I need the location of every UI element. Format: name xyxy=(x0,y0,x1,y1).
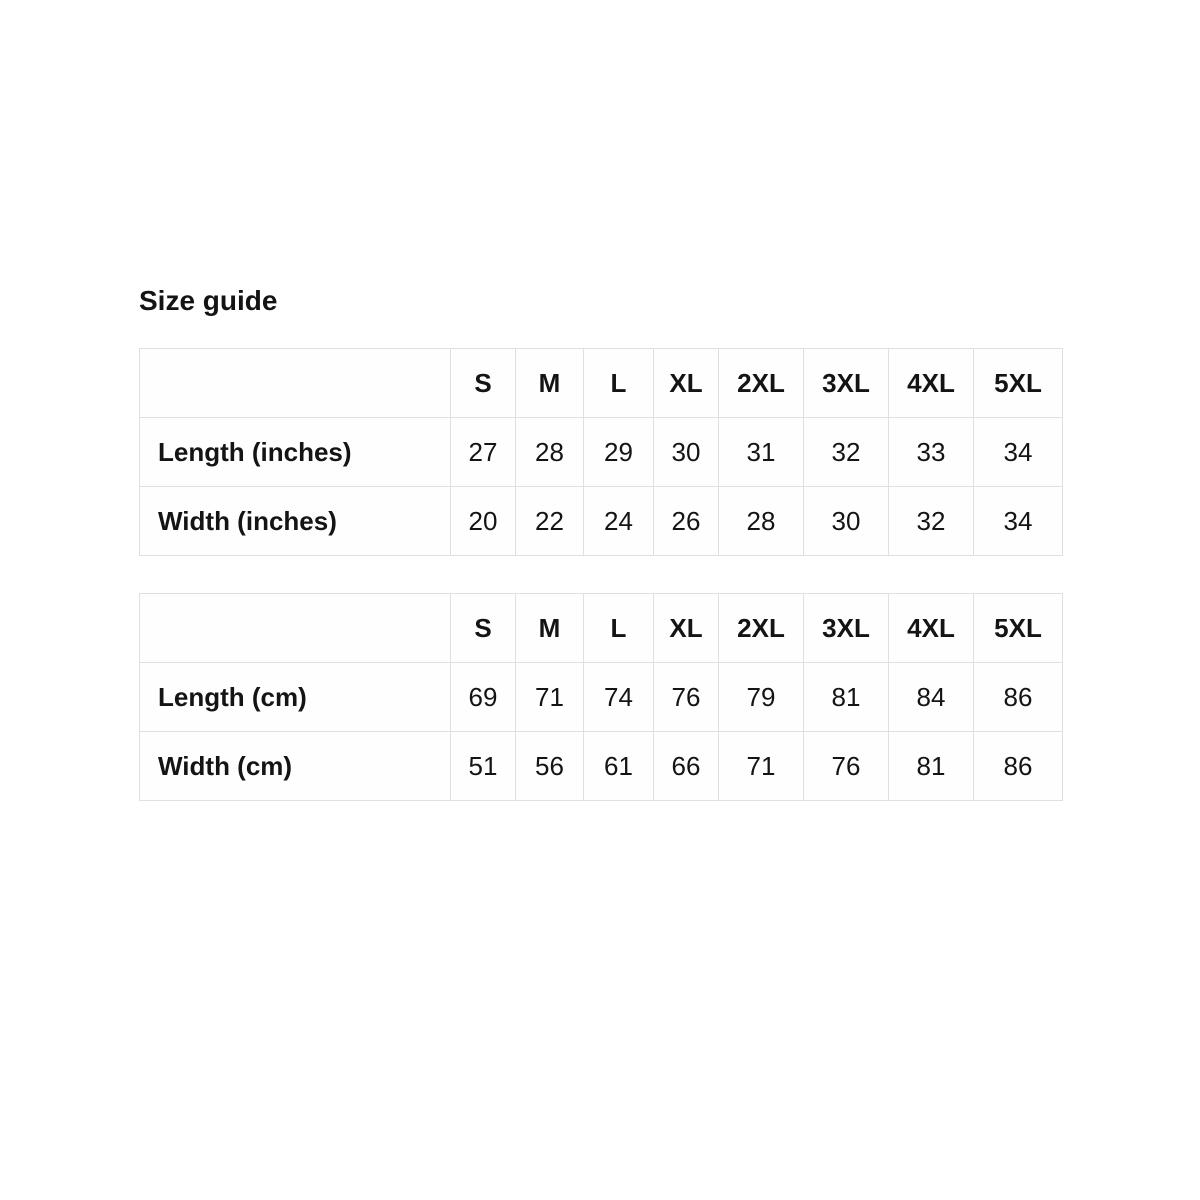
col-header-3xl: 3XL xyxy=(804,594,889,663)
cell-width-inches-l: 24 xyxy=(584,487,654,556)
row-label-length-inches: Length (inches) xyxy=(140,418,451,487)
row-label-length-cm: Length (cm) xyxy=(140,663,451,732)
cell-width-cm-3xl: 76 xyxy=(804,732,889,801)
col-header-2xl: 2XL xyxy=(719,349,804,418)
col-header-xl: XL xyxy=(654,594,719,663)
col-header-m: M xyxy=(516,349,584,418)
cell-width-cm-4xl: 81 xyxy=(889,732,974,801)
header-row-cm xyxy=(140,594,1063,663)
cell-length-inches-5xl: 34 xyxy=(974,418,1063,487)
col-header-3xl: 3XL xyxy=(804,349,889,418)
cell-length-inches-xl: 30 xyxy=(654,418,719,487)
cell-width-inches-m: 22 xyxy=(516,487,584,556)
col-header-l: L xyxy=(584,349,654,418)
col-header-l: L xyxy=(584,594,654,663)
row-width-cm xyxy=(140,732,1063,801)
size-table-inches xyxy=(139,348,1063,556)
col-header-s: S xyxy=(451,594,516,663)
col-header-5xl: 5XL xyxy=(974,594,1063,663)
cell-length-inches-2xl: 31 xyxy=(719,418,804,487)
corner-cell xyxy=(140,594,451,663)
cell-length-cm-xl: 76 xyxy=(654,663,719,732)
cell-width-inches-xl: 26 xyxy=(654,487,719,556)
row-width-inches xyxy=(140,487,1063,556)
row-length-cm xyxy=(140,663,1063,732)
cell-width-inches-3xl: 30 xyxy=(804,487,889,556)
page-title: Size guide xyxy=(139,285,278,316)
cell-width-cm-s: 51 xyxy=(451,732,516,801)
cell-length-cm-m: 71 xyxy=(516,663,584,732)
cell-length-cm-l: 74 xyxy=(584,663,654,732)
row-length-inches xyxy=(140,418,1063,487)
cell-width-inches-2xl: 28 xyxy=(719,487,804,556)
col-header-2xl: 2XL xyxy=(719,594,804,663)
cell-length-cm-s: 69 xyxy=(451,663,516,732)
col-header-5xl: 5XL xyxy=(974,349,1063,418)
col-header-m: M xyxy=(516,594,584,663)
col-header-xl: XL xyxy=(654,349,719,418)
cell-length-cm-4xl: 84 xyxy=(889,663,974,732)
cell-width-inches-s: 20 xyxy=(451,487,516,556)
cell-width-cm-5xl: 86 xyxy=(974,732,1063,801)
cell-length-cm-5xl: 86 xyxy=(974,663,1063,732)
cell-length-inches-4xl: 33 xyxy=(889,418,974,487)
row-label-width-inches: Width (inches) xyxy=(140,487,451,556)
col-header-4xl: 4XL xyxy=(889,594,974,663)
header-row-inches xyxy=(140,349,1063,418)
cell-length-cm-3xl: 81 xyxy=(804,663,889,732)
corner-cell xyxy=(140,349,451,418)
row-label-width-cm: Width (cm) xyxy=(140,732,451,801)
cell-width-inches-5xl: 34 xyxy=(974,487,1063,556)
cell-length-inches-s: 27 xyxy=(451,418,516,487)
cell-width-inches-4xl: 32 xyxy=(889,487,974,556)
size-table-cm xyxy=(139,593,1063,801)
cell-length-cm-2xl: 79 xyxy=(719,663,804,732)
cell-length-inches-3xl: 32 xyxy=(804,418,889,487)
col-header-s: S xyxy=(451,349,516,418)
col-header-4xl: 4XL xyxy=(889,349,974,418)
cell-length-inches-m: 28 xyxy=(516,418,584,487)
cell-width-cm-2xl: 71 xyxy=(719,732,804,801)
cell-width-cm-l: 61 xyxy=(584,732,654,801)
cell-width-cm-xl: 66 xyxy=(654,732,719,801)
cell-width-cm-m: 56 xyxy=(516,732,584,801)
cell-length-inches-l: 29 xyxy=(584,418,654,487)
